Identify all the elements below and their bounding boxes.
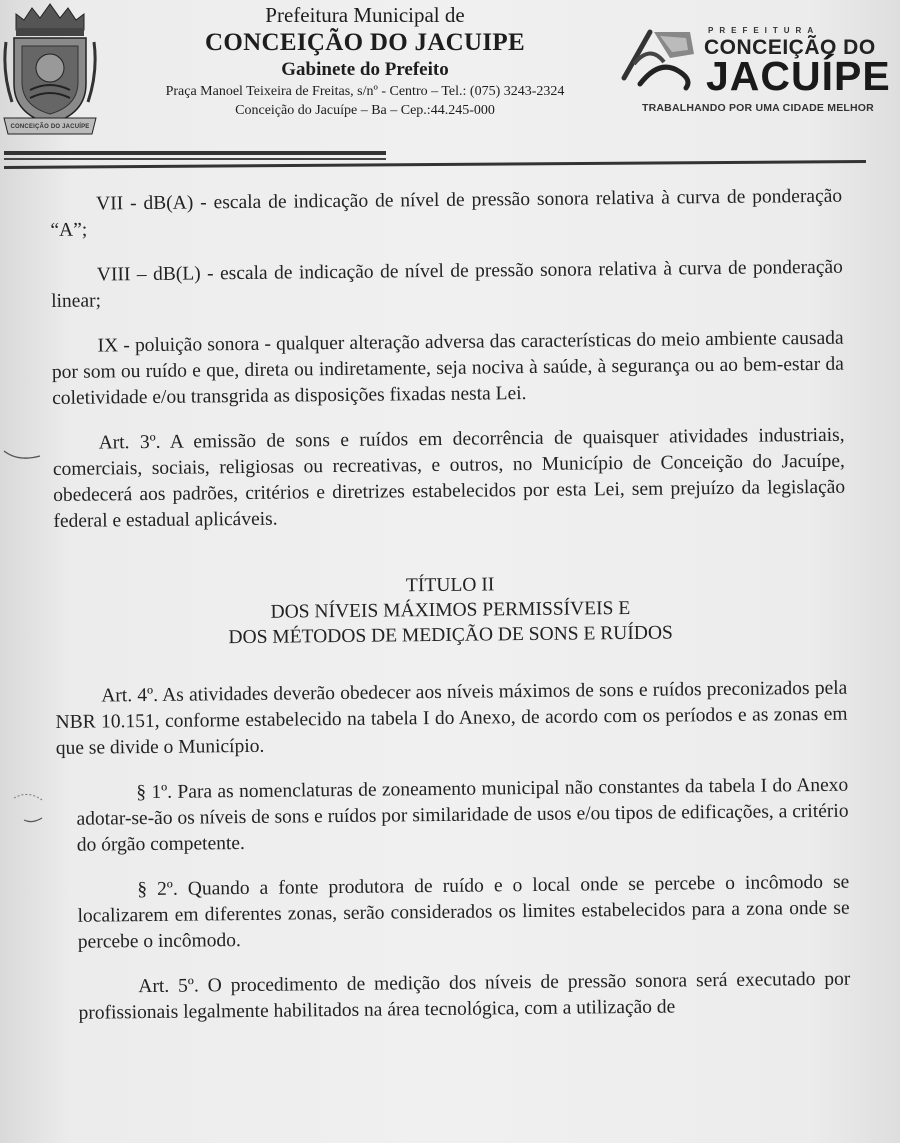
logo-name-line1: CONCEIÇÃO DO (704, 36, 876, 59)
paragraph-art-4-par-1: § 1º. Para as nomenclaturas de zoneamento municipal não constantes da tabela I do Anexo adotar-se-ão os níveis de sons e ruídos por similaridade de usos e/ou tipos de edificações, a critério do órgão competente. (76, 774, 849, 856)
section-title-line2: DOS MÉTODOS DE MEDIÇÃO DE SONS E RUÍDOS (228, 622, 673, 649)
letterhead-line-prefeitura: Prefeitura Municipal de (265, 3, 465, 27)
crest-caption: CONCEIÇÃO DO JACUÍPE (10, 124, 90, 130)
paragraph-art-5: Art. 5º. O procedimento de medição dos níveis de pressão sonora será executado por profissionais legalmente habilitados na área tecnológica, com a utilização de (78, 968, 851, 1024)
paragraph-inciso-ix: IX - poluição sonora - qualquer alteração adversa das características do meio ambiente causada por som ou ruído e que, direta ou indiretamente, seja nociva à saúde, à segurança ou ao bem-estar da coletividade e/ou transgrida as disposições fixadas nesta Lei. (51, 327, 844, 409)
header-rule-thick (4, 151, 386, 155)
section-title (54, 569, 847, 652)
city-logo (620, 20, 891, 120)
paragraph-art-3: Art. 3º. A emissão de sons e ruídos em decorrência de quaisquer atividades industriais, comerciais, sociais, religiosas ou recreativas, e outros, no Município de Conceição do Jacuípe, obedecerá aos padrões, critérios e diretrizes estabelecidos por esta Lei, sem prejuízo da legislação federal e estadual aplicáveis. (52, 424, 846, 532)
paragraph-inciso-viii: VIII – dB(L) - escala de indicação de nível de pressão sonora relativa à curva de ponderação linear; (51, 256, 843, 312)
letterhead-address: Praça Manoel Teixeira de Freitas, s/nº - Centro – Tel.: (075) 3243-2324 (165, 84, 565, 99)
logo-mark-icon (620, 24, 700, 94)
pen-mark-icon (10, 790, 46, 826)
paragraph-art-4: Art. 4º. As atividades deverão obedecer aos níveis máximos de sons e ruídos preconizados pela NBR 10.151, conforme estabelecido na tabela I do Anexo, de acordo com os períodos e as zonas em que se divide o Município. (55, 677, 848, 759)
logo-slogan: TRABALHANDO POR UMA CIDADE MELHOR (642, 102, 874, 114)
logo-prefeitura: PREFEITURA (708, 26, 820, 35)
letterhead-city-zip: Conceição do Jacuípe – Ba – Cep.:44.245-000 (235, 103, 495, 118)
header-rule-thin (4, 158, 386, 160)
header-rule-long (4, 160, 866, 169)
paragraph-art-4-par-2: § 2º. Quando a fonte produtora de ruído e o local onde se percebe o incômodo se localizarem em diferentes zonas, serão considerados os limites estabelecidos para a zona onde se percebe o incômodo. (77, 871, 850, 953)
document-body (50, 184, 851, 1046)
logo-name-line2: JACUÍPE (706, 53, 891, 99)
municipal-crest-icon (2, 2, 98, 140)
section-title-number: TÍTULO II (405, 574, 495, 597)
pen-mark-icon (2, 448, 42, 462)
letterhead-municipality-name: CONCEIÇÃO DO JACUIPE (205, 29, 525, 56)
section-title-line1: DOS NÍVEIS MÁXIMOS PERMISSÍVEIS E (270, 597, 631, 623)
paragraph-inciso-vii: VII - dB(A) - escala de indicação de nível de pressão sonora relativa à curva de ponderação “A”; (50, 185, 843, 241)
letterhead (110, 2, 620, 120)
letterhead-office: Gabinete do Prefeito (281, 59, 449, 80)
